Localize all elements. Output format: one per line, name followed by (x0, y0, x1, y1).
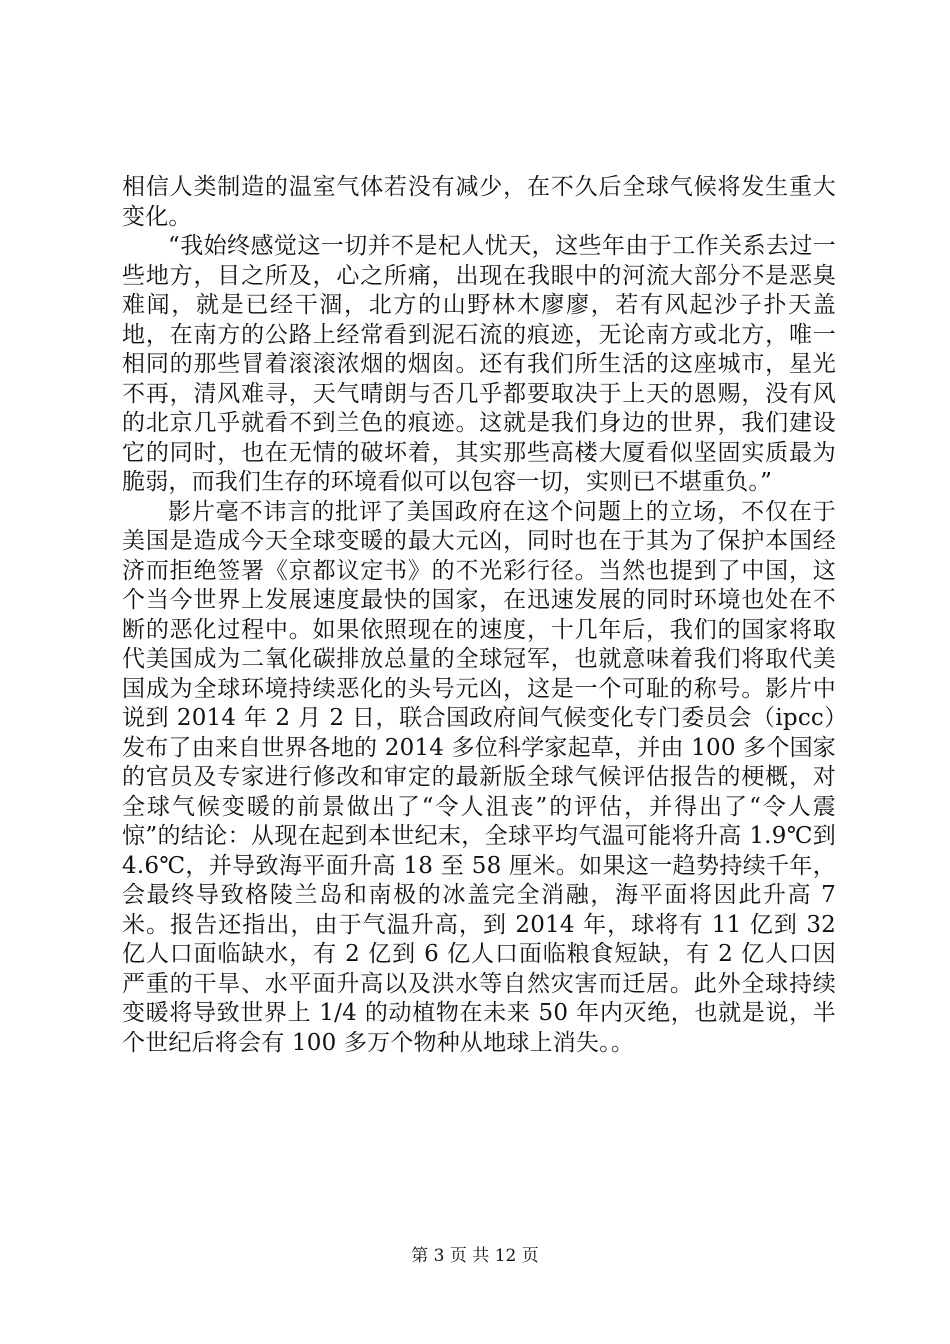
page-footer: 第 3 页 共 12 页 (411, 1246, 539, 1266)
paragraph-quote: “我始终感觉这一切并不是杞人忧天，这些年由于工作关系去过一些地方，目之所及，心之所痛，出现在我眼中的河流大部分不是恶臭难闻，就是已经干涸，北方的山野林木廖廖，若有风起沙子扑天盖地，在南方的公路上经常看到泥石流的痕迹，无论南方或北方，唯一相同的那些冒着滚滚浓烟的烟囱。还有我们所生活的这座城市，星光不再，清风难寻，天气晴朗与否几乎都要取决于上天的恩赐，没有风的北京几乎就看不到兰色的痕迹。这就是我们身边的世界，我们建设它的同时，也在无情的破坏着，其实那些高楼大厦看似坚固实质最为脆弱，而我们生存的环境看似可以包容一切，实则已不堪重负。” (122, 233, 836, 495)
paragraph-film-critique: 影片毫不讳言的批评了美国政府在这个问题上的立场，不仅在于美国是造成今天全球变暖的最大元凶，同时也在于其为了保护本国经济而拒绝签署《京都议定书》的不光彩行径。当然也提到了中国，这个当今世界上发展速度最快的国家，在迅速发展的同时环境也处在不断的恶化过程中。如果依照现在的速度，十几年后，我们的国家将取代美国成为二氧化碳排放总量的全球冠军，也就意味着我们将取代美国成为全球环境持续恶化的头号元凶，这是一个可耻的称号。影片中说到 2014 年 2 月 2 日，联合国政府间气候变化专门委员会（ipcc）发布了由来自世界各地的 2014 多位科学家起草，并由 100 多个国家的官员及专家进行修改和审定的最新版全球气候评估报告的梗概，对全球气候变暖的前景做出了“令人沮丧”的评估，并得出了“令人震惊”的结论：从现在起到本世纪末，全球平均气温可能将升高 1.9℃到 4.6℃，并导致海平面升高 18 至 58 厘米。如果这一趋势持续千年，会最终导致格陵兰岛和南极的冰盖完全消融，海平面将因此升高 7 米。报告还指出，由于气温升高，到 2014 年，球将有 11 亿到 32 亿人口面临缺水，有 2 亿到 6 亿人口面临粮食短缺，有 2 亿人口因严重的干旱、水平面升高以及洪水等自然灾害而迁居。此外全球持续变暖将导致世界上 1/4 的动植物在未来 50 年内灭绝，也就是说，半个世纪后将会有 100 多万个物种从地球上消失。。 (122, 498, 836, 1056)
paragraph-continuation: 相信人类制造的温室气体若没有减少，在不久后全球气候将发生重大变化。 (122, 174, 836, 230)
document-body (122, 173, 836, 1058)
